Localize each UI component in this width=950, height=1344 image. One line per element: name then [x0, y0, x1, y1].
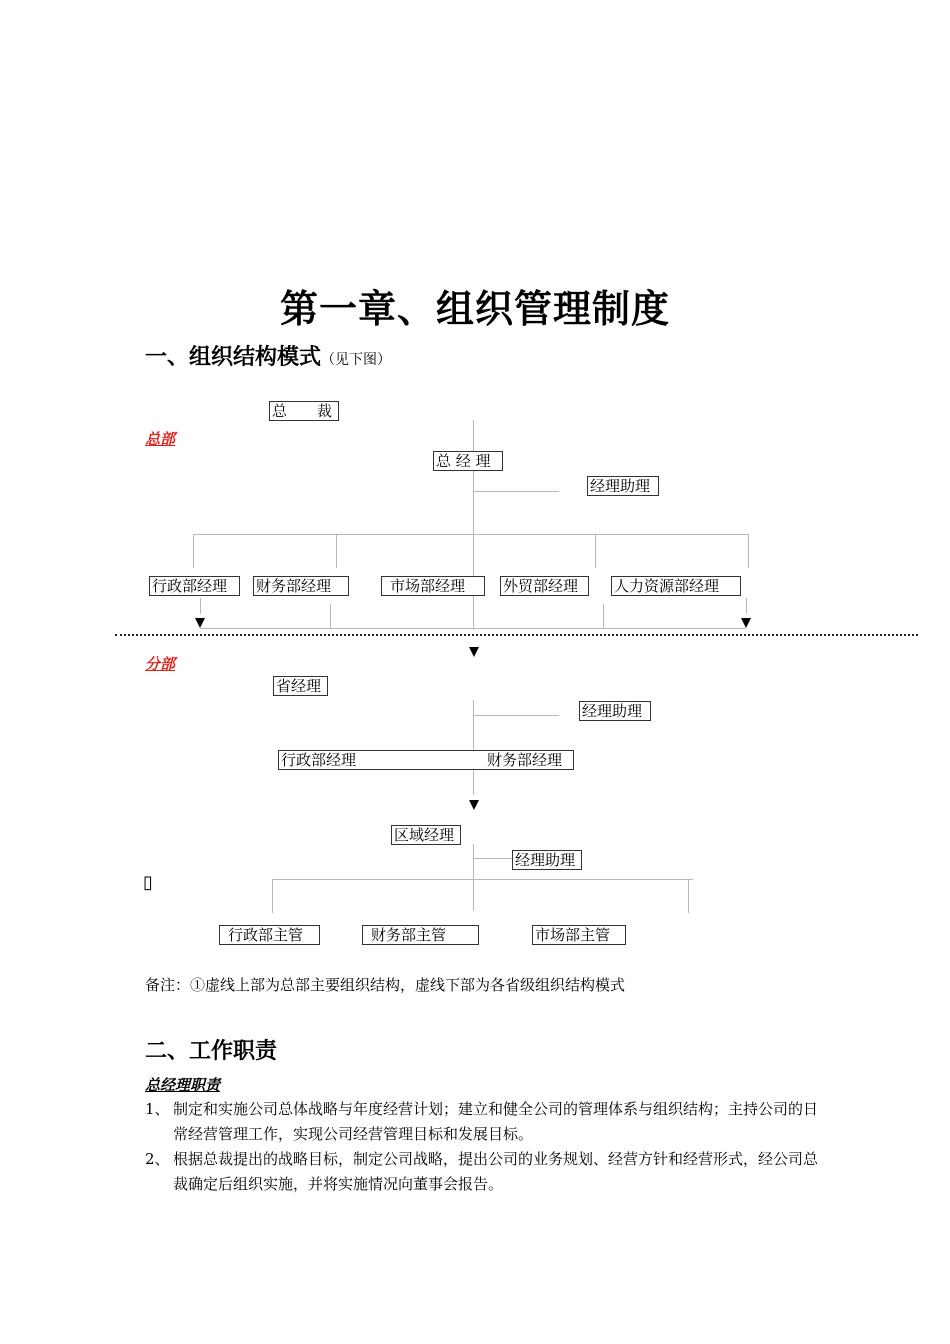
connector-line	[595, 534, 596, 568]
connector-line	[688, 879, 689, 913]
hq-branch-divider	[115, 634, 918, 636]
connector-line	[272, 879, 273, 913]
box-dept-hr: 人力资源部经理	[611, 576, 741, 596]
connector-line	[272, 879, 693, 880]
branch-dept-admin: 行政部经理	[281, 751, 357, 769]
box-president: 总 裁	[269, 401, 339, 421]
page-title: 第一章、组织管理制度	[279, 287, 670, 331]
arrow-down-icon	[741, 618, 751, 628]
arrow-down-icon	[469, 647, 479, 657]
connector-line	[746, 598, 747, 614]
connector-line	[330, 604, 331, 628]
box-province-manager: 省经理	[273, 676, 328, 696]
list-item-text: 根据总裁提出的战略目标，制定公司战略，提出公司的业务规划、经营方针和经营形式，经公司总裁确定后组织实施，并将实施情况向董事会报告。	[173, 1150, 819, 1193]
connector-line	[193, 534, 749, 535]
list-item-text: 制定和实施公司总体战略与年度经营计划；建立和健全公司的管理体系与组织结构；主持公司的日常经营管理工作，实现公司经营管理目标和发展目标。	[173, 1100, 819, 1143]
box-branch-assistant: 经理助理	[579, 701, 651, 721]
box-supervisor-admin: 行政部主管	[219, 925, 320, 945]
section-heading-text: 一、组织结构模式	[145, 345, 322, 370]
connector-line	[336, 534, 337, 568]
box-region-manager: 区域经理	[391, 825, 461, 845]
arrow-down-icon	[195, 618, 205, 628]
connector-line	[473, 715, 559, 716]
list-item	[145, 1097, 825, 1147]
box-assistant: 经理助理	[587, 476, 659, 496]
box-general-manager: 总 经 理	[433, 451, 503, 471]
section-heading-note: （见下图）	[321, 352, 392, 368]
arrow-down-icon	[469, 800, 479, 810]
box-branch-depts	[278, 750, 574, 770]
list-item	[145, 1147, 825, 1197]
box-supervisor-market: 市场部主管	[532, 925, 626, 945]
duty-subheading: 总经理职责	[145, 1076, 221, 1094]
connector-line	[193, 534, 194, 568]
connector-line	[748, 534, 749, 568]
hq-label: 总部	[145, 430, 176, 448]
connector-line	[603, 604, 604, 628]
box-supervisor-finance: 财务部主管	[362, 925, 479, 945]
box-region-assistant: 经理助理	[512, 850, 582, 870]
stray-glyph: ▯	[143, 872, 153, 893]
chart-remark: 备注：①虚线上部为总部主要组织结构，虚线下部为各省级组织结构模式	[145, 976, 626, 994]
connector-line	[200, 628, 746, 629]
connector-line	[473, 858, 513, 859]
box-dept-finance: 财务部经理	[253, 576, 349, 596]
connector-line	[473, 844, 474, 911]
section-heading-structure	[145, 340, 391, 371]
list-item-number: 1、	[145, 1100, 170, 1118]
connector-line	[200, 598, 201, 614]
box-dept-market: 市场部经理	[381, 576, 485, 596]
branch-label: 分部	[145, 655, 176, 673]
branch-dept-finance: 财务部经理	[487, 751, 563, 769]
box-dept-admin: 行政部经理	[149, 576, 240, 596]
box-dept-trade: 外贸部经理	[500, 576, 589, 596]
connector-line	[473, 491, 559, 492]
list-item-number: 2、	[145, 1150, 170, 1168]
section-heading-duties: 二、工作职责	[145, 1039, 278, 1064]
